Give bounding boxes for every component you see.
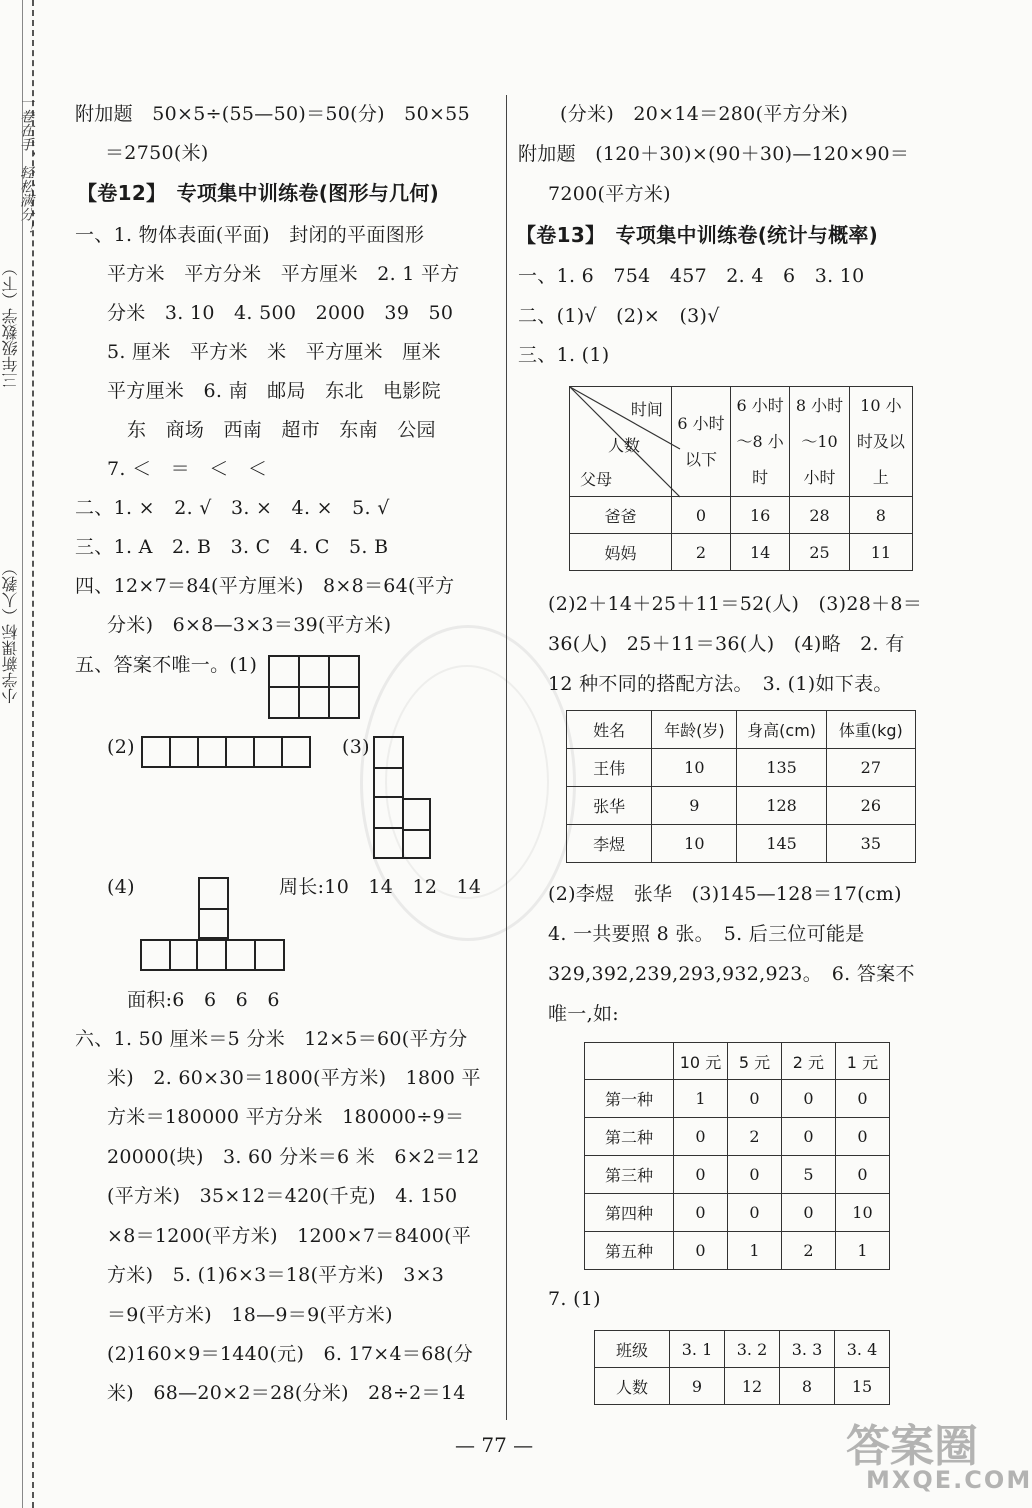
cell: 9 — [670, 1368, 725, 1405]
col-header: 年龄(岁) — [652, 711, 737, 749]
cell: 135 — [737, 749, 826, 787]
cell: 王伟 — [567, 749, 652, 787]
cell: 26 — [826, 787, 915, 825]
table-row — [585, 1232, 890, 1270]
q6-line-7: 方米) 5. (1)6×3＝18(平方米) 3×3 — [107, 1264, 445, 1286]
cell: 12 — [725, 1368, 780, 1405]
col-header: 1 元 — [835, 1043, 889, 1080]
cell: 2 — [671, 534, 730, 571]
col-header: 身高(cm) — [737, 711, 826, 749]
diagonal-header-cell — [570, 387, 672, 497]
cell: 0 — [728, 1156, 782, 1194]
col-header: 姓名 — [567, 711, 652, 749]
table-students — [566, 710, 916, 863]
q6-line-9: (2)160×9＝1440(元) 6. 17×4＝68(分 — [107, 1343, 474, 1365]
q6-line-5: (平方米) 35×12＝420(千克) 4. 150 — [107, 1185, 458, 1207]
cell: 25 — [790, 534, 850, 571]
perimeter-values: 周长:10 14 12 14 — [279, 876, 482, 898]
cell: 3. 4 — [835, 1331, 890, 1368]
watermark-logo — [846, 1410, 1032, 1505]
bonus-line-1: 附加题 50×5÷(55—50)＝50(分) 50×55 — [75, 103, 470, 125]
q4-line-2: 分米) 6×8—3×3＝39(平方米) — [107, 614, 392, 636]
col-header: 体重(kg) — [826, 711, 915, 749]
cell: 第二种 — [585, 1118, 674, 1156]
table-row — [585, 1118, 890, 1156]
cell: 1 — [673, 1080, 727, 1118]
cell: 10 — [652, 825, 737, 863]
table-row — [567, 749, 916, 787]
q2-line: 二、1. × 2. √ 3. × 4. × 5. √ — [75, 497, 390, 519]
column-divider — [506, 95, 507, 1420]
q1-line-2: 平方米 平方分米 平方厘米 2. 1 平方 — [107, 263, 460, 285]
watermark-text-1: 答案圈 — [846, 1421, 978, 1472]
cell: 27 — [826, 749, 915, 787]
cell: 2 — [728, 1118, 782, 1156]
cell: 35 — [826, 825, 915, 863]
cell: 0 — [835, 1118, 889, 1156]
col-header: 10 元 — [673, 1043, 727, 1080]
cell: 5 — [781, 1156, 835, 1194]
bonus-13-line-1: 附加题 (120＋30)×(90＋30)—120×90＝ — [518, 143, 910, 165]
cell: 10 — [835, 1194, 889, 1232]
table-row — [585, 1156, 890, 1194]
cell: 3. 1 — [670, 1331, 725, 1368]
q4-line-1: 四、12×7＝84(平方厘米) 8×8＝64(平方 — [75, 575, 455, 597]
figure-2-strip — [141, 736, 311, 768]
cell: 第四种 — [585, 1194, 674, 1232]
p1-line: 一、1. 6 754 457 2. 4 6 3. 10 — [518, 265, 865, 287]
cell: 0 — [835, 1080, 889, 1118]
row-name: 妈妈 — [570, 534, 672, 571]
cell: 1 — [728, 1232, 782, 1270]
table-row — [570, 534, 913, 571]
watermark-text-2: MXQE.COM — [866, 1466, 1032, 1494]
cell: 16 — [731, 497, 790, 534]
table-classes — [594, 1330, 890, 1405]
cell: 0 — [673, 1194, 727, 1232]
cell: 128 — [737, 787, 826, 825]
fig-3-label: (3) — [342, 736, 370, 758]
cell: 1 — [835, 1232, 889, 1270]
q6-line-8: ＝9(平方米) 18—9＝9(平方米) — [107, 1304, 393, 1326]
table-row — [567, 825, 916, 863]
cell: 3. 2 — [725, 1331, 780, 1368]
cell: 李煜 — [567, 825, 652, 863]
q1-line-4: 5. 厘米 平方米 米 平方厘米 厘米 — [107, 341, 441, 363]
cell: 3. 3 — [780, 1331, 835, 1368]
cell: 第三种 — [585, 1156, 674, 1194]
cell: 第一种 — [585, 1080, 674, 1118]
cell: 11 — [849, 534, 912, 571]
cell: 0 — [835, 1156, 889, 1194]
col-header-3: 8 小时～10 小时 — [790, 387, 850, 497]
col-header-2: 6 小时～8 小时 — [731, 387, 790, 497]
cell: 0 — [673, 1232, 727, 1270]
cell: 10 — [652, 749, 737, 787]
q1-line-7: 7. ＜ ＝ ＜ ＜ — [107, 458, 268, 480]
col-header-1: 6 小时以下 — [671, 387, 730, 497]
q6-line-2: 米) 2. 60×30＝1800(平方米) 1800 平 — [107, 1067, 481, 1089]
cell: 0 — [781, 1080, 835, 1118]
fig-2-label: (2) — [107, 736, 135, 758]
bonus-13-line-2: 7200(平方米) — [548, 183, 671, 205]
cell: 第五种 — [585, 1232, 674, 1270]
section-title-12: 【卷12】 专项集中训练卷(图形与几何) — [77, 181, 440, 205]
area-values: 面积:6 6 6 6 — [127, 989, 280, 1011]
table-row — [585, 1194, 890, 1232]
cell: 145 — [737, 825, 826, 863]
page-number: — 77 — — [455, 1433, 534, 1457]
table-row — [567, 787, 916, 825]
hdr-parent: 父母 — [580, 470, 613, 489]
p3-line-3: 36(人) 25＋11＝36(人) (4)略 2. 有 — [548, 633, 905, 655]
cell: 2 — [781, 1232, 835, 1270]
cell: 8 — [780, 1368, 835, 1405]
q5-line: 五、答案不唯一。(1) — [75, 654, 258, 676]
q1-line-5: 平方厘米 6. 南 邮局 东北 电影院 — [107, 380, 441, 402]
cell: 0 — [728, 1080, 782, 1118]
q6-line-6: ×8＝1200(平方米) 1200×7＝8400(平 — [107, 1225, 472, 1247]
p3-line-4: 12 种不同的搭配方法。 3. (1)如下表。 — [548, 673, 893, 695]
q6-line-1: 六、1. 50 厘米＝5 分米 12×5＝60(平方分 — [75, 1028, 468, 1050]
col-header: 2 元 — [781, 1043, 835, 1080]
cell: 0 — [781, 1194, 835, 1232]
row-name: 爸爸 — [570, 497, 672, 534]
p2-line: 二、(1)√ (2)× (3)√ — [518, 305, 720, 327]
cell: 0 — [728, 1194, 782, 1232]
section-title-13: 【卷13】 专项集中训练卷(统计与概率) — [516, 223, 879, 247]
figure-1-grid — [268, 655, 360, 719]
row-label: 人数 — [595, 1368, 670, 1405]
p3-line: 三、1. (1) — [518, 344, 610, 366]
p3-line-7: 329,392,239,293,932,923。 6. 答案不 — [548, 963, 915, 985]
row-label: 班级 — [595, 1331, 670, 1368]
p3-line-5: (2)李煜 张华 (3)145—128＝17(cm) — [548, 883, 902, 905]
cell: 14 — [731, 534, 790, 571]
q6-line-10: 米) 68—20×2＝28(分米) 28÷2＝14 — [107, 1382, 466, 1404]
table-row — [570, 497, 913, 534]
binding-text-2: 小学新课标（人教） — [1, 560, 20, 704]
cell: 0 — [781, 1118, 835, 1156]
table-row — [585, 1080, 890, 1118]
q1-line-1: 一、1. 物体表面(平面) 封闭的平面图形 — [75, 224, 425, 246]
col-header: 5 元 — [728, 1043, 782, 1080]
cell: 0 — [673, 1118, 727, 1156]
p3-line-8: 唯一,如: — [548, 1003, 619, 1025]
col-header-4: 10 小时及以上 — [849, 387, 912, 497]
q6-line-3: 方米＝180000 平方分米 180000÷9＝ — [107, 1106, 465, 1128]
cell: 张华 — [567, 787, 652, 825]
table-money — [584, 1042, 890, 1270]
p3-line-2: (2)2＋14＋25＋11＝52(人) (3)28＋8＝ — [548, 593, 923, 615]
col-header — [585, 1043, 674, 1080]
binding-slogan: 一卷在手，轻松满分！ — [18, 95, 34, 235]
cell: 0 — [673, 1156, 727, 1194]
cell: 9 — [652, 787, 737, 825]
binding-strip — [0, 0, 42, 1508]
binding-text-1: 三年级数学（下） — [1, 260, 20, 388]
hdr-people: 人数 — [608, 436, 641, 455]
bonus-line-2: ＝2750(米) — [105, 142, 209, 164]
cell: 8 — [849, 497, 912, 534]
cell: 28 — [790, 497, 850, 534]
cell: 15 — [835, 1368, 890, 1405]
carry-line: (分米) 20×14＝280(平方分米) — [560, 103, 849, 125]
watermark-stamp-inner — [385, 665, 549, 899]
q1-line-3: 分米 3. 10 4. 500 2000 39 50 — [107, 302, 454, 324]
q1-line-6: 东 商场 西南 超市 东南 公园 — [127, 419, 436, 441]
cell: 0 — [671, 497, 730, 534]
q3-line: 三、1. A 2. B 3. C 4. C 5. B — [75, 536, 389, 558]
fig-4-label: (4) — [107, 876, 135, 898]
table-sleep-hours — [569, 386, 913, 571]
q6-line-4: 20000(块) 3. 60 分米＝6 米 6×2＝12 — [107, 1146, 480, 1168]
p3-line-6: 4. 一共要照 8 张。 5. 后三位可能是 — [548, 923, 865, 945]
p7-line: 7. (1) — [548, 1288, 601, 1310]
hdr-time: 时间 — [630, 400, 663, 419]
